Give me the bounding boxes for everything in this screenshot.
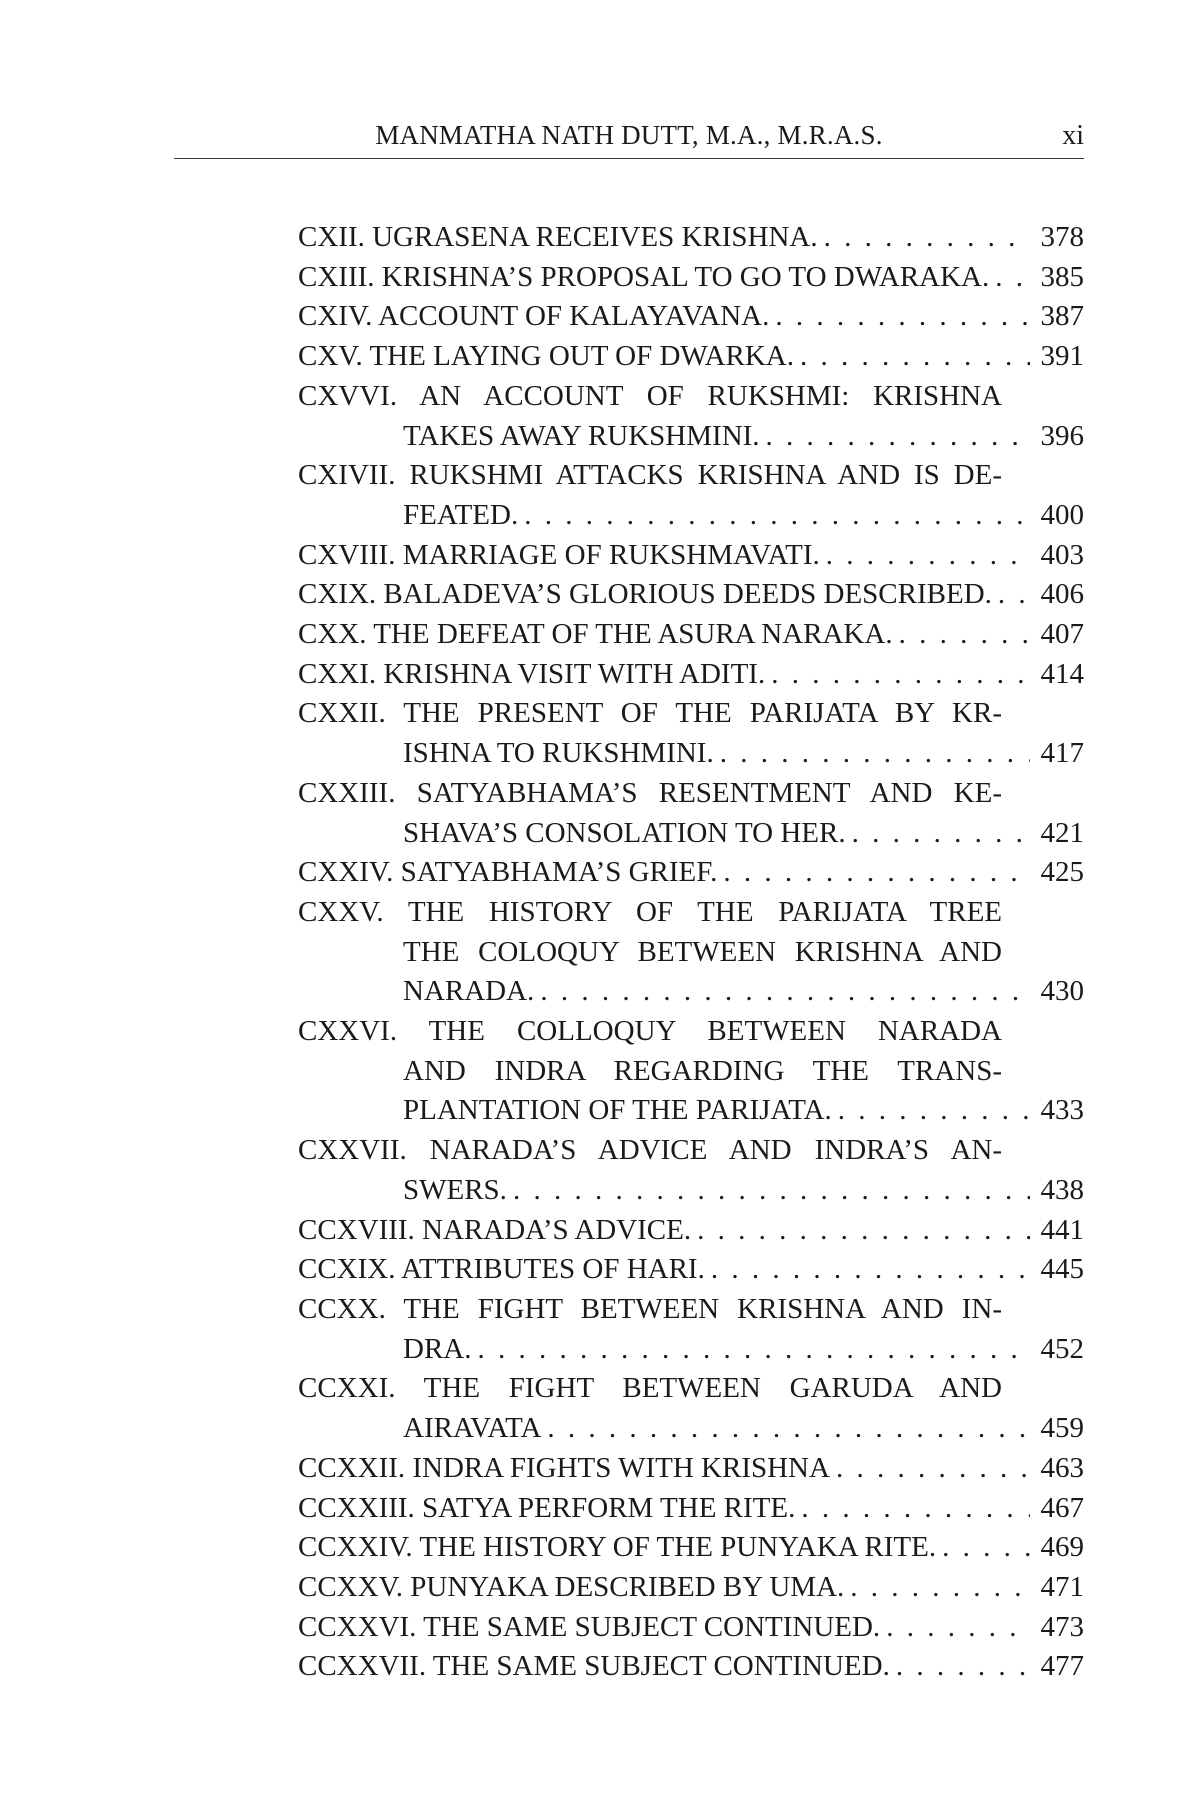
toc-entry-title: AIRAVATA	[403, 1412, 542, 1445]
dot-leader	[995, 258, 1030, 298]
toc-page-number: 467	[1040, 1491, 1084, 1524]
toc-entry-title: SHAVA’S CONSOLATION TO HER.	[403, 816, 846, 849]
toc-entry-line	[298, 575, 1084, 615]
toc-page-number: 396	[1040, 419, 1084, 452]
toc-entry-title: SWERS.	[403, 1173, 507, 1206]
dot-leader	[896, 1647, 1030, 1687]
toc-entry	[298, 694, 1084, 773]
toc-entry	[298, 615, 1084, 655]
header-title: MANMATHA NATH DUTT, M.A., M.R.A.S.	[375, 120, 883, 150]
toc-entry-title: CXIVII. RUKSHMI ATTACKS KRISHNA AND IS DE-	[298, 459, 1002, 492]
toc-page-number: 425	[1040, 856, 1084, 889]
dot-leader	[899, 615, 1030, 655]
dot-leader	[547, 1409, 1030, 1449]
dot-leader	[800, 337, 1030, 377]
toc-entry-title: TAKES AWAY RUKSHMINI.	[403, 419, 760, 452]
toc-entry-title: CXXIV. SATYABHAMA’S GRIEF.	[298, 856, 718, 889]
dot-leader	[942, 1528, 1030, 1568]
dot-leader	[697, 1211, 1030, 1251]
toc-entry	[298, 536, 1084, 576]
toc-page-number: 400	[1040, 498, 1084, 531]
dot-leader	[886, 1608, 1030, 1648]
toc-page-number: 387	[1040, 300, 1084, 333]
toc-entry-line	[298, 1608, 1084, 1648]
toc-page-number: 391	[1040, 340, 1084, 373]
toc-entry-title: CXV. THE LAYING OUT OF DWARKA.	[298, 340, 794, 373]
dot-leader	[711, 1250, 1030, 1290]
toc-page-number: 445	[1040, 1253, 1084, 1286]
toc-page-number: 407	[1040, 618, 1084, 651]
toc-entry-line	[298, 536, 1084, 576]
toc-entry-line	[298, 1091, 1084, 1131]
toc-entry-title: CXVVI. AN ACCOUNT OF RUKSHMI: KRISHNA	[298, 379, 1002, 412]
toc-entry-title: CXIV. ACCOUNT OF KALAYAVANA.	[298, 300, 770, 333]
toc-entry-title: CXXVI. THE COLLOQUY BETWEEN NARADA	[298, 1015, 1002, 1048]
toc-entry-title: CXXV. THE HISTORY OF THE PARIJATA TREE	[298, 895, 1002, 928]
dot-leader	[720, 734, 1030, 774]
toc-entry	[298, 1012, 1084, 1131]
toc-page-number: 477	[1040, 1650, 1084, 1683]
toc-entry-title: CCXXIV. THE HISTORY OF THE PUNYAKA RITE.	[298, 1531, 937, 1564]
toc-entry-line	[298, 853, 1084, 893]
toc-entry-line	[298, 1409, 1084, 1449]
toc-entry-title: CXII. UGRASENA RECEIVES KRISHNA.	[298, 221, 818, 253]
dot-leader	[824, 218, 1030, 258]
toc-page-number: 459	[1040, 1412, 1084, 1445]
toc-entry-line	[298, 774, 1084, 814]
toc-entry-line	[298, 1211, 1084, 1251]
toc-page-number: 438	[1040, 1173, 1084, 1206]
toc-entry-title: CXXVII. NARADA’S ADVICE AND INDRA’S AN-	[298, 1134, 1002, 1167]
toc-entry-line	[298, 218, 1084, 258]
toc-entry-title: DRA.	[403, 1332, 472, 1365]
toc-entry-line	[298, 1449, 1084, 1489]
toc-entry-line	[298, 972, 1084, 1012]
dot-leader	[775, 297, 1030, 337]
dot-leader	[771, 655, 1030, 695]
toc-page-number: 378	[1040, 221, 1084, 253]
toc-entry-title: ISHNA TO RUKSHMINI.	[403, 737, 714, 770]
header-page-number: xi	[1062, 120, 1084, 151]
toc-entry-title: CCXXV. PUNYAKA DESCRIBED BY UMA.	[298, 1570, 845, 1603]
toc-entry-line	[298, 1568, 1084, 1608]
toc-entry-line	[298, 893, 1084, 933]
toc-entry	[298, 1568, 1084, 1608]
dot-leader	[850, 1568, 1030, 1608]
toc-entry-title: CCXIX. ATTRIBUTES OF HARI.	[298, 1253, 705, 1286]
toc-entry-title: NARADA.	[403, 975, 535, 1008]
toc-page-number: 403	[1040, 538, 1084, 571]
dot-leader	[766, 417, 1030, 457]
toc-entry-line	[298, 1250, 1084, 1290]
toc-entry-title: CCXXVI. THE SAME SUBJECT CONTINUED.	[298, 1610, 881, 1643]
toc-entry	[298, 456, 1084, 535]
toc-entry	[298, 774, 1084, 853]
toc-entry-line	[298, 814, 1084, 854]
toc-entry-line	[298, 1330, 1084, 1370]
toc-entry-line	[298, 655, 1084, 695]
toc-entry-line	[298, 933, 1084, 973]
toc-page-number: 433	[1040, 1094, 1084, 1127]
dot-leader	[998, 575, 1030, 615]
toc-page-number: 471	[1040, 1570, 1084, 1603]
toc-entry-title: AND INDRA REGARDING THE TRANS-	[403, 1054, 1002, 1087]
toc-entry	[298, 1489, 1084, 1529]
toc-page-number: 406	[1040, 578, 1084, 611]
toc-entry-title: CCXVIII. NARADA’S ADVICE.	[298, 1213, 692, 1246]
toc-page-number: 441	[1040, 1213, 1084, 1246]
toc-page-number: 414	[1040, 657, 1084, 690]
toc-entry-line	[298, 1052, 1084, 1092]
toc-entry	[298, 1250, 1084, 1290]
toc-entry-line	[298, 1369, 1084, 1409]
toc-entry-title: PLANTATION OF THE PARIJATA.	[403, 1094, 832, 1127]
toc-entry-title: CXVIII. MARRIAGE OF RUKSHMAVATI.	[298, 538, 820, 571]
toc-entry-line	[298, 456, 1084, 496]
toc-entry-line	[298, 496, 1084, 536]
toc-entry-title: CCXXII. INDRA FIGHTS WITH KRISHNA	[298, 1451, 830, 1484]
toc-entry-title: CXIII. KRISHNA’S PROPOSAL TO GO TO DWARAKA.	[298, 260, 990, 293]
toc-entry-line	[298, 1171, 1084, 1211]
dot-leader	[723, 853, 1030, 893]
dot-leader	[836, 1449, 1030, 1489]
toc-entry-title: CCXXI. THE FIGHT BETWEEN GARUDA AND	[298, 1372, 1002, 1405]
toc-entry	[298, 853, 1084, 893]
toc-entry-line	[298, 1290, 1084, 1330]
toc-entry-title: CXX. THE DEFEAT OF THE ASURA NARAKA.	[298, 618, 893, 651]
toc-entry-line	[298, 615, 1084, 655]
toc-entry-line	[298, 1528, 1084, 1568]
toc-entry	[298, 218, 1084, 258]
toc-entry-title: CXIX. BALADEVA’S GLORIOUS DEEDS DESCRIBED.	[298, 578, 992, 611]
toc-page-number: 430	[1040, 975, 1084, 1008]
toc-entry	[298, 1131, 1084, 1210]
toc-entry	[298, 377, 1084, 456]
dot-leader	[801, 1489, 1030, 1529]
toc-entry	[298, 258, 1084, 298]
toc-entry-title: CCXXIII. SATYA PERFORM THE RITE.	[298, 1491, 796, 1524]
toc-page-number: 463	[1040, 1451, 1084, 1484]
toc-entry-title: FEATED.	[403, 498, 519, 531]
toc-entry	[298, 575, 1084, 615]
dot-leader	[826, 536, 1030, 576]
toc-page-number: 421	[1040, 816, 1084, 849]
toc-entry	[298, 1528, 1084, 1568]
toc-entry-line	[298, 377, 1084, 417]
toc-entry-line	[298, 297, 1084, 337]
toc-page-number: 469	[1040, 1531, 1084, 1564]
toc-entry	[298, 1369, 1084, 1448]
toc-entry-title: CCXX. THE FIGHT BETWEEN KRISHNA AND IN-	[298, 1292, 1002, 1325]
toc-page-number: 385	[1040, 260, 1084, 293]
running-header	[174, 118, 1084, 159]
toc-page-number: 452	[1040, 1332, 1084, 1365]
toc-entry-title: CXXI. KRISHNA VISIT WITH ADITI.	[298, 657, 766, 690]
toc-entry-line	[298, 337, 1084, 377]
toc-entry-line	[298, 1131, 1084, 1171]
toc-entry-title: CXXIII. SATYABHAMA’S RESENTMENT AND KE-	[298, 776, 1002, 809]
toc-entry-title: THE COLOQUY BETWEEN KRISHNA AND	[403, 935, 1002, 968]
toc-entry-title: CXXII. THE PRESENT OF THE PARIJATA BY KR-	[298, 697, 1002, 730]
toc-page-number: 417	[1040, 737, 1084, 770]
dot-leader	[477, 1330, 1030, 1370]
toc-entry	[298, 1449, 1084, 1489]
toc-entry-line	[298, 1489, 1084, 1529]
toc-entry	[298, 297, 1084, 337]
dot-leader	[852, 814, 1030, 854]
toc-entry-line	[298, 417, 1084, 457]
toc-entry	[298, 1647, 1084, 1687]
toc-entry	[298, 1211, 1084, 1251]
table-of-contents	[298, 218, 1084, 1687]
toc-entry-line	[298, 1012, 1084, 1052]
toc-entry	[298, 655, 1084, 695]
toc-entry-line	[298, 734, 1084, 774]
toc-entry	[298, 1290, 1084, 1369]
toc-entry-line	[298, 1647, 1084, 1687]
toc-entry	[298, 893, 1084, 1012]
toc-entry-title: CCXXVII. THE SAME SUBJECT CONTINUED.	[298, 1650, 890, 1683]
toc-page-number: 473	[1040, 1610, 1084, 1643]
dot-leader	[513, 1171, 1030, 1211]
toc-entry	[298, 1608, 1084, 1648]
dot-leader	[838, 1091, 1030, 1131]
toc-entry-line	[298, 694, 1084, 734]
toc-entry-line	[298, 258, 1084, 298]
toc-entry	[298, 337, 1084, 377]
dot-leader	[524, 496, 1030, 536]
dot-leader	[540, 972, 1030, 1012]
